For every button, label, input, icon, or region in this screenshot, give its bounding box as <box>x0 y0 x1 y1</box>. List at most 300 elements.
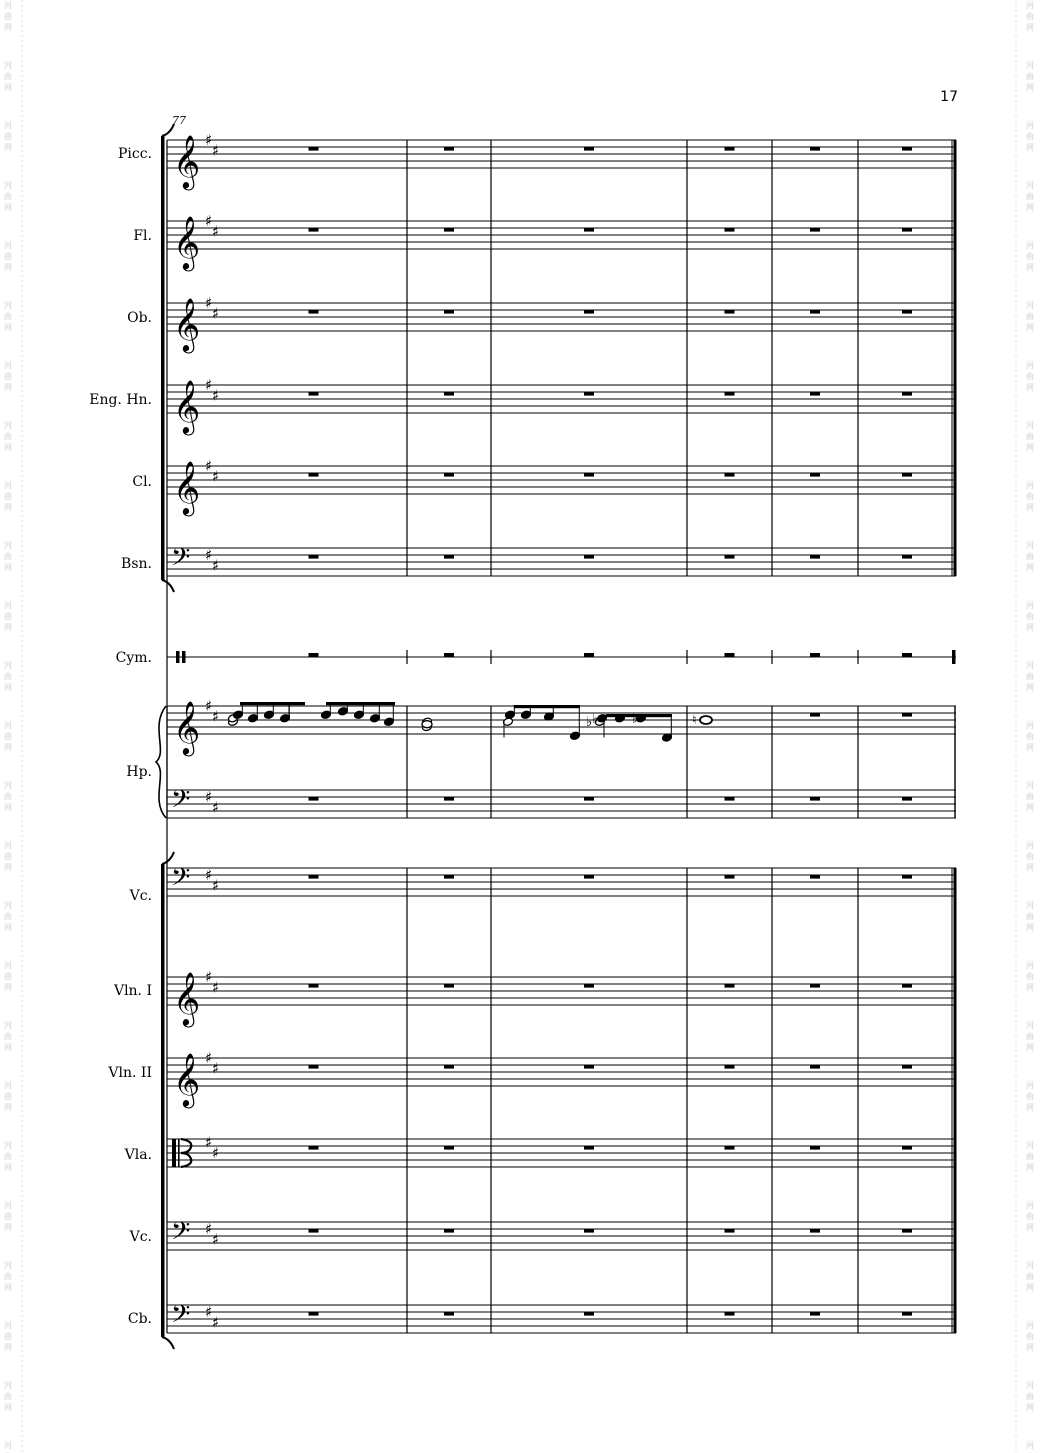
natural-accidental: ♮ <box>692 713 697 728</box>
sharp-accidental: ♯ <box>205 1133 213 1152</box>
harp-brace <box>156 706 166 818</box>
bass-clef: 𝄢 <box>171 1300 191 1335</box>
watermark-char: 曲 <box>4 1152 12 1161</box>
watermark-char: 河 <box>4 961 12 970</box>
instrument-label: Vln. I <box>113 983 152 999</box>
watermark-char: 河 <box>1026 241 1034 250</box>
whole-rest <box>584 1146 594 1150</box>
watermark-char: 网 <box>1026 443 1034 452</box>
watermark-char: 网 <box>1026 23 1034 32</box>
whole-rest <box>810 1146 820 1150</box>
flat-accidental: ♭ <box>592 711 599 727</box>
measure-number: 77 <box>172 114 186 127</box>
watermark-char: 曲 <box>1026 972 1034 981</box>
sharp-accidental: ♯ <box>212 304 220 323</box>
whole-rest <box>902 147 912 151</box>
instrument-label: Cb. <box>127 1311 152 1327</box>
watermark-char: 河 <box>4 1381 12 1390</box>
watermark-char: 曲 <box>4 72 12 81</box>
watermark-char: 河 <box>1026 421 1034 430</box>
whole-rest <box>902 228 912 232</box>
watermark-char: 曲 <box>4 1032 12 1041</box>
whole-rest <box>309 228 319 232</box>
watermark-char: 曲 <box>4 612 12 621</box>
whole-rest <box>584 797 594 801</box>
sharp-accidental: ♯ <box>205 457 213 475</box>
watermark-char: 河 <box>1026 541 1034 550</box>
watermark-char: 网 <box>4 803 12 812</box>
watermark-char: 曲 <box>1026 792 1034 801</box>
whole-rest <box>444 147 454 151</box>
watermark-char: 网 <box>4 83 12 92</box>
watermark-char: 曲 <box>1026 1092 1034 1101</box>
sharp-accidental: ♯ <box>212 707 220 726</box>
watermark-char: 曲 <box>4 672 12 681</box>
whole-rest <box>309 875 319 879</box>
watermark-char: 河 <box>4 61 12 70</box>
watermark-char: 曲 <box>4 852 12 861</box>
flat-accidental: ♭ <box>632 711 639 727</box>
bass-clef: 𝄢 <box>171 1217 191 1252</box>
watermark-char: 曲 <box>4 972 12 981</box>
whole-rest <box>725 1312 735 1316</box>
sharp-accidental: ♯ <box>212 798 220 817</box>
watermark-char: 曲 <box>1026 132 1034 141</box>
watermark-char: 网 <box>4 143 12 152</box>
watermark-char: 曲 <box>1026 732 1034 741</box>
whole-rest <box>725 1146 735 1150</box>
whole-rest <box>902 984 912 988</box>
watermark-char: 曲 <box>4 432 12 441</box>
sharp-accidental: ♯ <box>212 1059 220 1078</box>
instrument-label: Picc. <box>117 146 152 162</box>
sharp-accidental: ♯ <box>212 141 220 160</box>
watermark-char: 曲 <box>4 12 12 21</box>
whole-rest <box>725 473 735 477</box>
sharp-accidental: ♯ <box>205 866 213 884</box>
watermark-char: 曲 <box>1026 312 1034 321</box>
whole-rest <box>309 1146 319 1150</box>
watermark-char: 河 <box>1026 481 1034 490</box>
watermark-char: 网 <box>4 863 12 872</box>
watermark-char: 曲 <box>1026 612 1034 621</box>
treble-clef: 𝄞 <box>173 460 201 514</box>
watermark-char: 曲 <box>1026 72 1034 81</box>
whole-rest <box>902 555 912 559</box>
whole-rest <box>810 473 820 477</box>
watermark-char: 网 <box>1026 1403 1034 1412</box>
watermark-char: 河 <box>4 1 12 10</box>
watermark-char: 网 <box>1026 1283 1034 1292</box>
bass-clef: 𝄢 <box>171 863 191 898</box>
watermark-char: 曲 <box>4 792 12 801</box>
watermark-char: 河 <box>4 181 12 190</box>
watermark-char: 曲 <box>1026 432 1034 441</box>
watermark-char: 河 <box>1026 301 1034 310</box>
watermark-char: 曲 <box>1026 192 1034 201</box>
instrument-label: Vc. <box>129 1229 152 1245</box>
whole-rest <box>902 1065 912 1069</box>
watermark-char: 网 <box>4 383 12 392</box>
watermark-char: 河 <box>4 1261 12 1270</box>
whole-rest <box>810 555 820 559</box>
whole-rest <box>902 653 912 657</box>
whole-rest <box>309 653 319 657</box>
watermark-char: 曲 <box>4 372 12 381</box>
watermark-char: 河 <box>4 1081 12 1090</box>
whole-rest <box>584 1229 594 1233</box>
watermark-char: 曲 <box>4 132 12 141</box>
watermark-char: 网 <box>4 1283 12 1292</box>
treble-clef: 𝄞 <box>173 215 201 269</box>
watermark-char: 曲 <box>4 552 12 561</box>
instrument-label: Ob. <box>127 310 152 326</box>
watermark-char: 河 <box>4 481 12 490</box>
watermark-char: 河 <box>1026 1141 1034 1150</box>
watermark-char: 网 <box>4 1103 12 1112</box>
watermark-char: 网 <box>4 443 12 452</box>
watermark-char: 网 <box>4 923 12 932</box>
instrument-label: Fl. <box>133 228 152 244</box>
watermark-char: 曲 <box>1026 372 1034 381</box>
whole-rest <box>444 797 454 801</box>
whole-rest <box>902 310 912 314</box>
flat-accidental: ♭ <box>586 714 593 730</box>
watermark-char: 曲 <box>4 1092 12 1101</box>
whole-rest <box>902 797 912 801</box>
watermark-char: 河 <box>4 241 12 250</box>
whole-rest <box>444 1146 454 1150</box>
instrument-label: Cl. <box>132 474 152 490</box>
watermark-char: 网 <box>1026 623 1034 632</box>
watermark-char: 河 <box>4 1021 12 1030</box>
watermark-char: 网 <box>4 203 12 212</box>
sharp-accidental: ♯ <box>205 697 213 715</box>
whole-rest <box>810 1229 820 1233</box>
whole-rest <box>584 1312 594 1316</box>
instrument-label: Vc. <box>129 888 152 904</box>
instrument-label: Eng. Hn. <box>89 392 152 408</box>
whole-rest <box>584 147 594 151</box>
beam <box>514 705 580 708</box>
whole-rest <box>725 797 735 801</box>
watermark-char: 曲 <box>4 1392 12 1401</box>
watermark-char: 河 <box>1026 61 1034 70</box>
watermark-char: 网 <box>1026 1103 1034 1112</box>
watermark-char: 河 <box>4 121 12 130</box>
final-barline <box>952 650 956 664</box>
watermark-char: 网 <box>1026 803 1034 812</box>
watermark-char: 曲 <box>1026 672 1034 681</box>
instrument-label: Vln. II <box>108 1065 152 1081</box>
instrument-label: Vla. <box>124 1147 152 1163</box>
watermark-char: 河 <box>4 1321 12 1330</box>
instrument-label: Hp. <box>126 764 152 780</box>
watermark-char: 网 <box>4 683 12 692</box>
watermark-char: 河 <box>1026 661 1034 670</box>
whole-rest <box>584 392 594 396</box>
watermark-char: 网 <box>1026 683 1034 692</box>
whole-rest <box>725 875 735 879</box>
treble-clef: 𝄞 <box>173 134 201 188</box>
bass-clef: 𝄢 <box>171 543 191 578</box>
whole-rest <box>309 984 319 988</box>
whole-rest <box>309 1312 319 1316</box>
whole-rest <box>810 228 820 232</box>
watermark-char: 曲 <box>4 912 12 921</box>
strings-bracket-bottom <box>162 1337 174 1349</box>
watermark-char: 网 <box>1026 923 1034 932</box>
treble-clef: 𝄞 <box>173 379 201 433</box>
whole-rest <box>309 392 319 396</box>
watermark-char: 河 <box>1026 1321 1034 1330</box>
watermark-char: 网 <box>1026 1163 1034 1172</box>
watermark-char: 网 <box>4 1343 12 1352</box>
watermark-char: 网 <box>4 623 12 632</box>
whole-rest <box>584 875 594 879</box>
whole-rest <box>810 984 820 988</box>
sharp-accidental: ♯ <box>205 1049 213 1067</box>
watermark-char: 曲 <box>1026 1392 1034 1401</box>
watermark-char: 河 <box>4 1201 12 1210</box>
sharp-accidental: ♯ <box>212 556 220 575</box>
watermark-char: 曲 <box>1026 12 1034 21</box>
whole-rest <box>810 653 820 657</box>
whole-rest <box>725 1229 735 1233</box>
watermark-char: 网 <box>4 743 12 752</box>
whole-rest <box>725 1065 735 1069</box>
sharp-accidental: ♯ <box>205 788 213 806</box>
sharp-accidental: ♯ <box>212 467 220 486</box>
whole-rest <box>584 228 594 232</box>
whole-rest <box>584 653 594 657</box>
percussion-clef <box>176 651 180 663</box>
whole-rest <box>725 653 735 657</box>
whole-rest <box>810 797 820 801</box>
watermark-char: 河 <box>4 541 12 550</box>
watermark-char: 河 <box>1026 121 1034 130</box>
watermark-char: 河 <box>1026 1081 1034 1090</box>
sharp-accidental: ♯ <box>205 546 213 564</box>
watermark-char: 河 <box>4 721 12 730</box>
sharp-accidental: ♯ <box>212 1313 220 1332</box>
watermark-char: 河 <box>1026 961 1034 970</box>
whole-rest <box>725 555 735 559</box>
watermark-char: 网 <box>1026 983 1034 992</box>
whole-rest <box>584 984 594 988</box>
watermark-char: 河 <box>4 841 12 850</box>
watermark-char: 曲 <box>1026 852 1034 861</box>
treble-clef: 𝄞 <box>173 971 201 1025</box>
watermark-char: 网 <box>1026 1223 1034 1232</box>
sharp-accidental: ♯ <box>212 1144 220 1162</box>
whole-rest <box>309 310 319 314</box>
watermark-char: 曲 <box>1026 1152 1034 1161</box>
whole-rest <box>810 310 820 314</box>
watermark-char: 河 <box>4 661 12 670</box>
watermark-char: 网 <box>4 323 12 332</box>
watermark-char: 河 <box>1026 1381 1034 1390</box>
whole-rest <box>725 392 735 396</box>
watermark-char: 网 <box>1026 863 1034 872</box>
watermark-char: 河 <box>4 781 12 790</box>
watermark-char: 网 <box>4 1223 12 1232</box>
whole-rest <box>810 875 820 879</box>
watermark-char: 曲 <box>4 1212 12 1221</box>
whole-rest <box>444 228 454 232</box>
whole-rest <box>584 1065 594 1069</box>
treble-clef: 𝄞 <box>173 297 201 351</box>
watermark-char: 网 <box>1026 383 1034 392</box>
whole-rest <box>902 1312 912 1316</box>
watermark-char: 曲 <box>4 312 12 321</box>
watermark-char: 河 <box>1026 1261 1034 1270</box>
sharp-accidental: ♯ <box>212 386 220 405</box>
watermark-char: 曲 <box>4 492 12 501</box>
watermark-char: 河 <box>1026 781 1034 790</box>
sharp-accidental: ♯ <box>205 1303 213 1321</box>
watermark-char: 河 <box>1026 1441 1034 1450</box>
whole-rest <box>902 1229 912 1233</box>
watermark-char: 曲 <box>1026 912 1034 921</box>
staff-system <box>167 131 956 1335</box>
whole-rest <box>444 984 454 988</box>
watermark-char: 网 <box>4 263 12 272</box>
whole-rest <box>444 1065 454 1069</box>
watermark-char: 河 <box>4 301 12 310</box>
whole-rest <box>309 797 319 801</box>
watermark-char: 网 <box>1026 503 1034 512</box>
watermark-char: 曲 <box>1026 1032 1034 1041</box>
sharp-accidental: ♯ <box>205 212 213 230</box>
whole-rest <box>810 713 820 717</box>
whole-rest <box>584 473 594 477</box>
watermark-char: 曲 <box>4 732 12 741</box>
watermark-char: 网 <box>4 1043 12 1052</box>
watermark-char: 网 <box>4 563 12 572</box>
watermark-char: 河 <box>1026 181 1034 190</box>
brackets <box>156 124 174 1349</box>
watermark-char: 河 <box>1026 361 1034 370</box>
whole-rest <box>810 392 820 396</box>
watermark-char: 网 <box>1026 143 1034 152</box>
watermark-char: 河 <box>1026 1021 1034 1030</box>
whole-rest <box>902 473 912 477</box>
page-number: 17 <box>940 89 958 105</box>
watermark-char: 曲 <box>1026 492 1034 501</box>
watermark-char: 网 <box>1026 1343 1034 1352</box>
watermark-char: 网 <box>1026 323 1034 332</box>
woodwind-bracket-bottom <box>162 580 174 592</box>
watermark-char: 曲 <box>1026 1332 1034 1341</box>
harp-notes <box>228 702 712 742</box>
watermark-char: 曲 <box>4 252 12 261</box>
beam <box>326 702 395 705</box>
watermark-char: 河 <box>4 901 12 910</box>
instrument-labels <box>89 146 152 1327</box>
instrument-label: Bsn. <box>121 556 152 572</box>
percussion-clef <box>182 651 186 663</box>
treble-clef: 𝄞 <box>173 700 201 754</box>
whole-rest <box>444 875 454 879</box>
whole-rest <box>444 555 454 559</box>
watermark-char: 曲 <box>4 192 12 201</box>
sharp-accidental: ♯ <box>212 876 220 895</box>
watermark-char: 网 <box>4 503 12 512</box>
whole-rest <box>444 1229 454 1233</box>
whole-rest <box>309 473 319 477</box>
beam <box>240 702 305 705</box>
bass-clef: 𝄢 <box>171 785 191 820</box>
watermark-char: 曲 <box>1026 1272 1034 1281</box>
watermark-char: 河 <box>1026 841 1034 850</box>
watermark-char: 网 <box>4 1163 12 1172</box>
strings-bracket <box>161 864 165 1337</box>
sharp-accidental: ♯ <box>205 131 213 149</box>
whole-rest <box>902 713 912 717</box>
sharp-accidental: ♯ <box>212 1230 220 1249</box>
whole-rest <box>444 653 454 657</box>
watermark-char: 河 <box>1026 601 1034 610</box>
watermark-char: 河 <box>4 1141 12 1150</box>
whole-rest <box>444 310 454 314</box>
whole-rest <box>444 1312 454 1316</box>
watermark-char: 网 <box>1026 743 1034 752</box>
watermark-char: 网 <box>1026 263 1034 272</box>
watermark-char: 河 <box>1026 901 1034 910</box>
watermark-char: 网 <box>1026 203 1034 212</box>
watermark-char: 河 <box>1026 1201 1034 1210</box>
watermark-char: 河 <box>1026 1 1034 10</box>
whole-rest <box>902 1146 912 1150</box>
whole-rest <box>725 228 735 232</box>
watermark-char: 曲 <box>1026 1212 1034 1221</box>
sharp-accidental: ♯ <box>212 222 220 241</box>
whole-rest <box>309 1065 319 1069</box>
watermark-char: 网 <box>1026 563 1034 572</box>
watermark-char: 曲 <box>1026 252 1034 261</box>
note-head <box>422 721 432 728</box>
whole-rest <box>309 1229 319 1233</box>
instrument-label: Cym. <box>115 650 152 666</box>
beam <box>606 714 672 717</box>
sharp-accidental: ♯ <box>205 376 213 394</box>
watermark-char: 网 <box>4 23 12 32</box>
watermark-char: 网 <box>4 983 12 992</box>
whole-rest <box>444 473 454 477</box>
sharp-accidental: ♯ <box>205 294 213 312</box>
treble-clef: 𝄞 <box>173 1052 201 1106</box>
whole-rest <box>725 147 735 151</box>
watermark-char: 河 <box>4 1441 12 1450</box>
sharp-accidental: ♯ <box>205 1220 213 1238</box>
whole-rest <box>810 1312 820 1316</box>
woodwind-bracket <box>161 136 165 580</box>
watermark-char: 网 <box>1026 83 1034 92</box>
watermark-char: 网 <box>4 1403 12 1412</box>
watermark-char: 河 <box>4 601 12 610</box>
whole-note <box>700 716 712 724</box>
whole-rest <box>309 147 319 151</box>
whole-rest <box>810 1065 820 1069</box>
watermark-char: 曲 <box>4 1272 12 1281</box>
whole-rest <box>725 984 735 988</box>
watermark-char: 河 <box>4 361 12 370</box>
sharp-accidental: ♯ <box>212 978 220 997</box>
whole-rest <box>584 310 594 314</box>
watermark-char: 河 <box>4 421 12 430</box>
whole-rest <box>584 555 594 559</box>
